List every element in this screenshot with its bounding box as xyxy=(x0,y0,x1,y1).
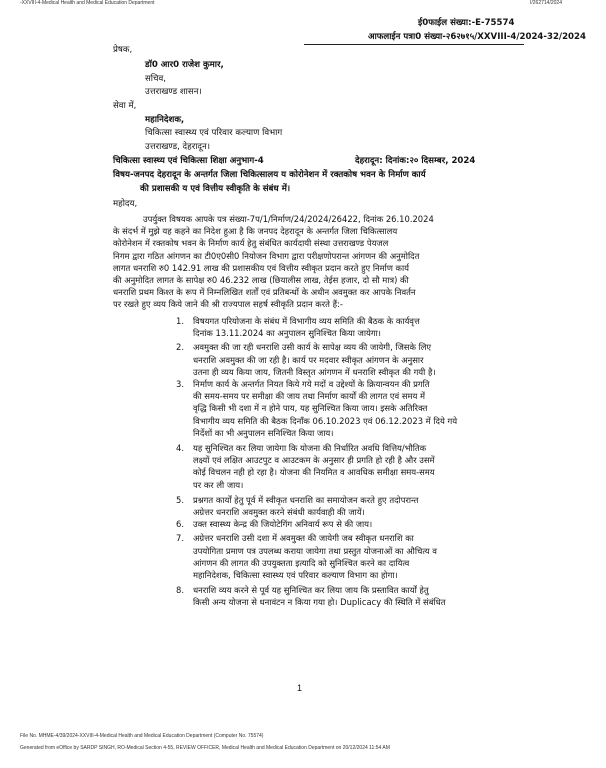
list-item xyxy=(176,532,549,581)
item-line: पर कर ली जाय। xyxy=(193,479,244,490)
item-line: महानिदेशक, चिकित्सा स्वास्थ्य एवं परिवार कल्याण विभाग का होगा। xyxy=(193,570,398,581)
body-line: पर रखते हुए व्यय किये जाने की श्री राज्यपाल सहर्ष स्वीकृति प्रदान करते हैं:- xyxy=(113,299,343,310)
sender-name: डॉ0 आर0 राजेश कुमार, xyxy=(145,60,224,70)
item-number: 2. xyxy=(176,342,184,353)
list-item xyxy=(176,341,549,378)
efile-number: ई0फाईल संख्या:-E-75574 xyxy=(418,18,515,28)
item-number: 8. xyxy=(176,585,184,596)
body-line: निगम द्वारा गठित आंगणन का टी0ए0सी0 नियोजन विभाग द्वारा परीक्षणोपरान्त आंगणन की अनुमोदित xyxy=(113,250,420,261)
item-line: विभागीय व्यय समिति की बैठक दिनाँक 06.10.2023 एवं 06.12.2023 में दिये गये xyxy=(193,415,458,426)
item-line: यह सुनिश्चित कर लिया जायेगा कि योजना की निर्धारित अवधि वित्तिय/भौतिक xyxy=(193,443,427,454)
item-line: दिनांक 13.11.2024 का अनुपालन सुनिश्चित किया जायेगा। xyxy=(193,328,381,339)
item-number: 4. xyxy=(176,443,184,454)
footer-file-number: File No. MHME-4/39/2024-XXVIII-4-Medical Health and Medical Education Department (Computer No. 75574) xyxy=(20,733,264,739)
recipient-label: सेवा में, xyxy=(113,101,137,111)
item-number: 7. xyxy=(176,533,184,544)
top-department-text: -XXVIII-4-Medical Health and Medical Education Department xyxy=(20,0,155,6)
sender-designation: सचिव, xyxy=(145,74,167,84)
section-name: चिकित्सा स्वास्थ्य एवं चिकित्सा शिक्षा अनुभाग-4 xyxy=(113,156,264,166)
letter-number-underline xyxy=(304,44,524,45)
item-line: विषयगत परियोजना के संबंध में विभागीय व्यय समिति की बैठक के कार्यवृत्त xyxy=(193,316,420,326)
item-line: की समय-समय पर समीक्षा की जाय तथा निर्माण कार्यों की लागत एवं समय में xyxy=(193,391,426,402)
salutation: महोदय, xyxy=(113,199,138,209)
list-item xyxy=(176,315,549,339)
top-file-number: I/262714/2024 xyxy=(530,0,562,6)
recipient-designation: महानिदेशक, xyxy=(145,115,185,125)
conditions-list xyxy=(176,315,549,609)
item-line: कोई विचलन नही हो रहा है। योजना की नियमित व आवधिक समीक्षा समय-समय xyxy=(193,467,435,478)
body-line: कोरोनेशन में रक्तकोष भवन के निर्माण कार्य हेतु संबंधित कार्यदायी संस्था उत्तराखण्ड पेयजल xyxy=(113,238,389,249)
page-number: 1 xyxy=(297,683,303,693)
item-line: आंगणन की लागत की उपयुक्तता इत्यादि को सुनिश्चित करने का दायित्व xyxy=(193,557,410,568)
item-line: धनराशि व्यय करने से पूर्व यह सुनिश्चित कर लिया जाय कि प्रस्तावित कार्यों हेतु xyxy=(193,585,429,596)
item-line: वृद्धि किसी भी दशा में न होने पाय, यह सुनिश्चित किया जाय। इसके अतिरिक्त xyxy=(193,403,428,414)
recipient-place: उत्तराखण्ड, देहरादून। xyxy=(145,142,211,152)
item-line: अग्रेत्तर धनराशि उसी दशा में अवमुक्त की जायेगी जब स्वीकृत धनराशि का xyxy=(193,533,414,544)
item-line: अवमुक्त की जा रही धनराशि उसी कार्य के सापेक्ष व्यय की जायेगी, जिसके लिए xyxy=(193,342,432,353)
item-line: उक्त स्वास्थ्य केन्द्र की जियोटेगिंग अनिवार्य रूप से की जाय। xyxy=(193,519,373,530)
body-line: की अनुमोदित लागत के सापेक्ष रु0 46.232 लाख (छियालीस लाख, तेईस हजार, दो सौ मात्र) की xyxy=(113,275,409,286)
list-item xyxy=(176,378,549,439)
letter-number: आफलाईन पत्रा0 संख्या-२6२७१५/XXVIII-4/2024-32/2024 xyxy=(367,32,586,42)
body-line: लागत धनराशि रु0 142.91 लाख की प्रशासकीय एवं वित्तीय स्वीकृत प्रदान करते हुए निर्माण कार्य xyxy=(113,262,410,273)
footer-generated-by: Generated from eOffice by SARDP SINGH, RO-Medical Section 4-55, REVIEW OFFICER, Medical Health and Medical Education Department on 20/12/2024 11:54 AM xyxy=(20,745,390,751)
item-line: अग्रेत्तर धनराशि अवमुक्त करने संबंधी कार्यवाही की जायें। xyxy=(193,507,365,518)
item-line: प्रश्नगत कार्यों हेतु पूर्व में स्वीकृत धनराशि का समायोजन करते हुए तदोपरान्त xyxy=(193,494,419,505)
item-line: निर्माण कार्य के अन्तर्गत नियत किये गये मदों व उद्देश्यों के क्रियान्वयन की प्रगति xyxy=(193,379,430,390)
item-number: 5. xyxy=(176,494,184,505)
letter-date: देहरादून: दिनांक:२० दिसम्बर, 2024 xyxy=(355,156,476,166)
item-number: 1. xyxy=(176,316,184,326)
item-line: किसी अन्य योजना से धनावंटन न किया गया हो। Duplicacy की स्थिति में संबंधित xyxy=(193,597,446,608)
list-item xyxy=(176,494,549,518)
item-number: 3. xyxy=(176,379,184,390)
subject-line-2: की प्रशासकी य एवं वित्तीय स्वीकृति के संबंध में। xyxy=(140,184,291,194)
subject-line-1: विषय-जनपद देहरादून के अन्तर्गत जिला चिकित्सालय य कोरोनेशन में रक्तकोष भवन के निर्माण कार्य xyxy=(113,170,426,180)
item-line: उतना ही व्यय किया जाय, जितनी विस्तृत आंगणन में धनराशि स्वीकृत की गयी है। xyxy=(193,366,436,377)
sender-office: उत्तराखण्ड शासन। xyxy=(145,87,202,97)
list-item xyxy=(176,584,549,608)
item-line: धनराशि अवमुक्त की जा रही है। कार्य पर मदवार स्वीकृत आंगणन के अनुसार xyxy=(193,354,424,365)
item-line: उपयोगिता प्रमाण पत्र उपलब्ध कराया जायेगा तथा प्रस्तुत योजनाओं का औचित्य व xyxy=(193,545,437,556)
body-paragraph xyxy=(113,213,553,311)
item-line: लक्ष्यों एवं लक्षित आउटपुट व आउटकम के अनुसार ही प्रगति हो रही है और उसमें xyxy=(193,455,435,466)
item-number: 6. xyxy=(176,519,184,530)
body-line: के संदर्भ में मुझे यह कहने का निदेश हुआ है कि जनपद देहरादून के अन्तर्गत जिला चिकित्सालय xyxy=(113,226,398,237)
body-line: उपर्युक्त विषयक आपके पत्र संख्या-7प/1/निर्माण/24/2024/26422, दिनांक 26.10.2024 xyxy=(143,214,434,224)
list-item xyxy=(176,442,549,491)
sender-label: प्रेषक, xyxy=(113,45,133,55)
body-line: धनराशि प्रथम किश्त के रूप में निम्नलिखित शर्तों एवं प्रतिबन्धों के अधीन अवमुक्त कर आपके निवर्तन xyxy=(113,287,416,298)
item-line: निर्देशों का भी अनुपालन सनिश्चित किया जाय। xyxy=(193,427,334,438)
recipient-department: चिकित्सा स्वास्थ्य एवं परिवार कल्याण विभाग xyxy=(145,128,283,138)
list-item xyxy=(176,518,549,530)
